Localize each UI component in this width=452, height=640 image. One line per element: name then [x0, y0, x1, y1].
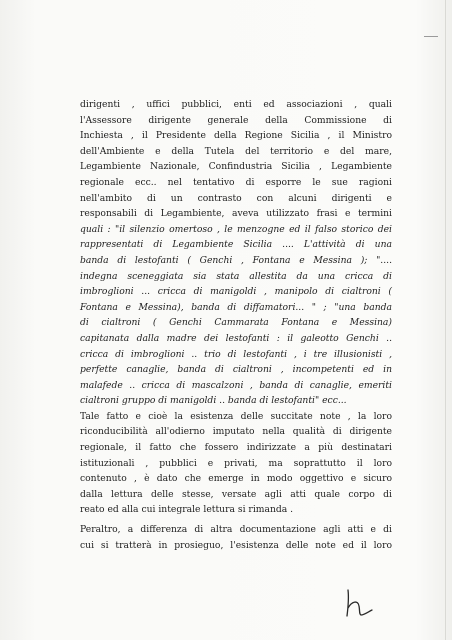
text-line: cialtroni gruppo di manigoldi .. banda di lestofanti" ecc... — [80, 395, 347, 407]
text-line: contenuto , è dato che emerge in modo oggettivo e sicuro — [80, 473, 392, 485]
text-line: capitanata dalla madre dei lestofanti : il galeotto Genchi .. — [80, 332, 392, 344]
text-line: riconducibilità all'odierno imputato nella qualità di dirigente — [80, 426, 392, 438]
text-line: Legambiente Nazionale, Confindustria Sicilia , Legambiente — [80, 161, 392, 173]
text-line: cricca di imbroglioni .. trio di lestofanti , i tre illusionisti , — [80, 348, 392, 360]
text-line: Fontana e Messina), banda di diffamatori... " ; "una banda — [80, 301, 392, 313]
text-line: perfette canaglie, banda di cialtroni , incompetenti ed in — [80, 364, 392, 376]
text-line: Tale fatto e cioè la esistenza delle succitate note , la loro — [80, 410, 392, 422]
document-body — [80, 97, 392, 553]
text-line: banda di lestofanti ( Genchi , Fontana e Messina ); ".... — [80, 254, 392, 266]
text-line: indegna sceneggiata sia stata allestita da una cricca di — [80, 270, 392, 282]
text-line: dell'Ambiente e della Tutela del territorio e del mare, — [80, 145, 392, 157]
text-line: di cialtroni ( Genchi Cammarata Fontana e Messina) — [80, 317, 392, 329]
text-line: cui si tratterà in prosieguo, l'esistenza delle note ed il loro — [80, 539, 392, 551]
text-line: istituzionali , pubblici e privati, ma soprattutto il loro — [80, 457, 392, 469]
text-line: nell'ambito di un contrasto con alcuni dirigenti e — [80, 192, 392, 204]
text-line: reato ed alla cui integrale lettura si rimanda . — [80, 504, 294, 516]
text-line: quali : "il silenzio omertoso , le menzogne ed il falso storico dei — [80, 223, 392, 235]
text-line: rappresentati di Legambiente Sicilia .... L'attività di una — [80, 239, 392, 251]
text-line: l'Assessore dirigente generale della Commissione di — [80, 114, 392, 126]
scan-dash-mark — [424, 36, 438, 37]
text-line: dirigenti , uffici pubblici, enti ed associazioni , quali — [80, 99, 392, 110]
text-line: responsabili di Legambiente, aveva utilizzato frasi e termini — [80, 208, 392, 220]
handwritten-initial — [342, 588, 376, 618]
text-line: regionale ecc.. nel tentativo di esporre le sue ragioni — [80, 176, 392, 188]
text-line: Inchiesta , il Presidente della Regione Sicilia , il Ministro — [80, 130, 392, 142]
text-line: imbroglioni ... cricca di manigoldi , manipolo di cialtroni ( — [80, 286, 392, 298]
text-line: regionale, il fatto che fossero indirizzate a più destinatari — [80, 442, 392, 454]
text-line: dalla lettura delle stesse, versate agli atti quale corpo di — [80, 488, 392, 500]
text-line: malafede .. cricca di mascalzoni , banda di canaglie, emeriti — [80, 379, 392, 391]
page-edge-shadow — [445, 0, 446, 640]
text-line: Peraltro, a differenza di altra documentazione agli atti e di — [80, 524, 392, 536]
